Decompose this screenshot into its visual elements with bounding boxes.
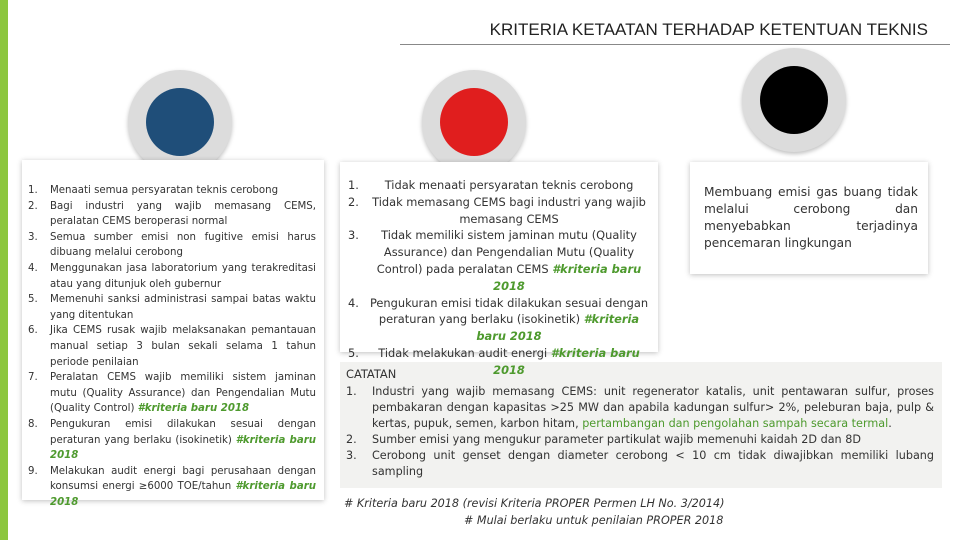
list-item: 1. Tidak menaati persyaratan teknis cerobong: [348, 178, 634, 192]
blue-circle-icon: [128, 70, 232, 174]
new-criteria-tag: #kriteria baru 2018: [50, 434, 316, 462]
red-circle-icon: [422, 70, 526, 174]
footnote-revision: # Kriteria baru 2018 (revisi Kriteria PROPER Permen LH No. 3/2014): [344, 497, 725, 510]
title-divider: [400, 44, 950, 45]
black-circle-icon: [742, 48, 846, 152]
page-title: KRITERIA KETAATAN TERHADAP KETENTUAN TEKNIS: [489, 20, 928, 39]
list-item: 2. Bagi industri yang wajib memasang CEMS, peralatan CEMS beroperasi normal: [28, 200, 316, 228]
blue-criteria-list: [28, 183, 316, 510]
list-item: 7. Peralatan CEMS wajib memiliki sistem jaminan mutu (Quality Assurance) dan Pengendalian Mutu (Quality Control) #kriteria baru 2018: [28, 372, 316, 415]
list-item: 3. Tidak memiliki sistem jaminan mutu (Quality Assurance) dan Pengendalian Mutu (Quality Control) pada peralatan CEMS #kriteria baru 2018: [348, 228, 642, 293]
list-item: 3. Semua sumber emisi non fugitive emisi harus dibuang melalui cerobong: [28, 231, 316, 259]
new-criteria-tag: #kriteria baru 2018: [50, 481, 316, 508]
list-item: 3. Cerobong unit genset dengan diameter cerobong < 10 cm tidak diwajibkan memiliki lubang sampling: [346, 449, 934, 478]
list-item: 4. Menggunakan jasa laboratorium yang terakreditasi atau yang ditunjuk oleh gubernur: [28, 262, 316, 290]
new-criteria-tag: #kriteria baru 2018: [493, 345, 640, 377]
footnote-effective: # Mulai berlaku untuk penilaian PROPER 2018: [464, 514, 724, 527]
highlighted-text: pertambangan dan pengolahan sampah secara termal: [582, 417, 889, 430]
new-criteria-tag: #kriteria baru 2018: [493, 261, 642, 293]
list-item: 2. Sumber emisi yang mengukur parameter partikulat wajib memenuhi kaidah 2D dan 8D: [346, 433, 861, 446]
list-item: 6. Jika CEMS rusak wajib melaksanakan pemantauan manual setiap 3 bulan sekali selama 1 tahun periode penilaian: [28, 325, 316, 368]
list-item: 2. Tidak memasang CEMS bagi industri yang wajib memasang CEMS: [348, 194, 646, 226]
black-criteria-text: Membuang emisi gas buang tidak melalui cerobong dan menyebabkan terjadinya pencemaran lingkungan: [704, 185, 918, 250]
new-criteria-tag: #kriteria baru 2018: [476, 312, 640, 344]
list-item: 5. Memenuhi sanksi administrasi sampai batas waktu yang ditentukan: [28, 294, 316, 321]
red-criteria-list: [348, 177, 654, 379]
list-item: 4. Pengukuran emisi tidak dilakukan sesuai dengan peraturan yang berlaku (isokinetik) #kriteria baru 2018: [348, 295, 649, 344]
accent-bar: [0, 0, 8, 540]
list-item: 1. Menaati semua persyaratan teknis cerobong: [28, 185, 279, 196]
list-item: 9. Melakukan audit energi bagi perusahaan dengan konsumsi energi ≥6000 TOE/tahun #kriteria baru 2018: [28, 465, 316, 508]
catatan-list: [346, 384, 934, 480]
new-criteria-tag: #kriteria baru 2018: [137, 403, 250, 415]
catatan-title: CATATAN: [346, 367, 397, 381]
list-item: 1. Industri yang wajib memasang CEMS: unit regenerator katalis, unit pentawaran sulfur, proses pembakaran dengan kapasitas >25 MW dan apabila kadungan sulfur> 2%, peleburan baja, pulp & kertas, pupuk, semen, karbon hitam, pertambangan dan pengolahan sampah secara termal.: [346, 385, 934, 430]
list-item: 5. Tidak melakukan audit energi #kriteria baru 2018: [348, 345, 640, 377]
list-item: 8. Pengukuran emisi dilakukan sesuai dengan peraturan yang berlaku (isokinetik) #kriteria baru 2018: [28, 418, 316, 462]
